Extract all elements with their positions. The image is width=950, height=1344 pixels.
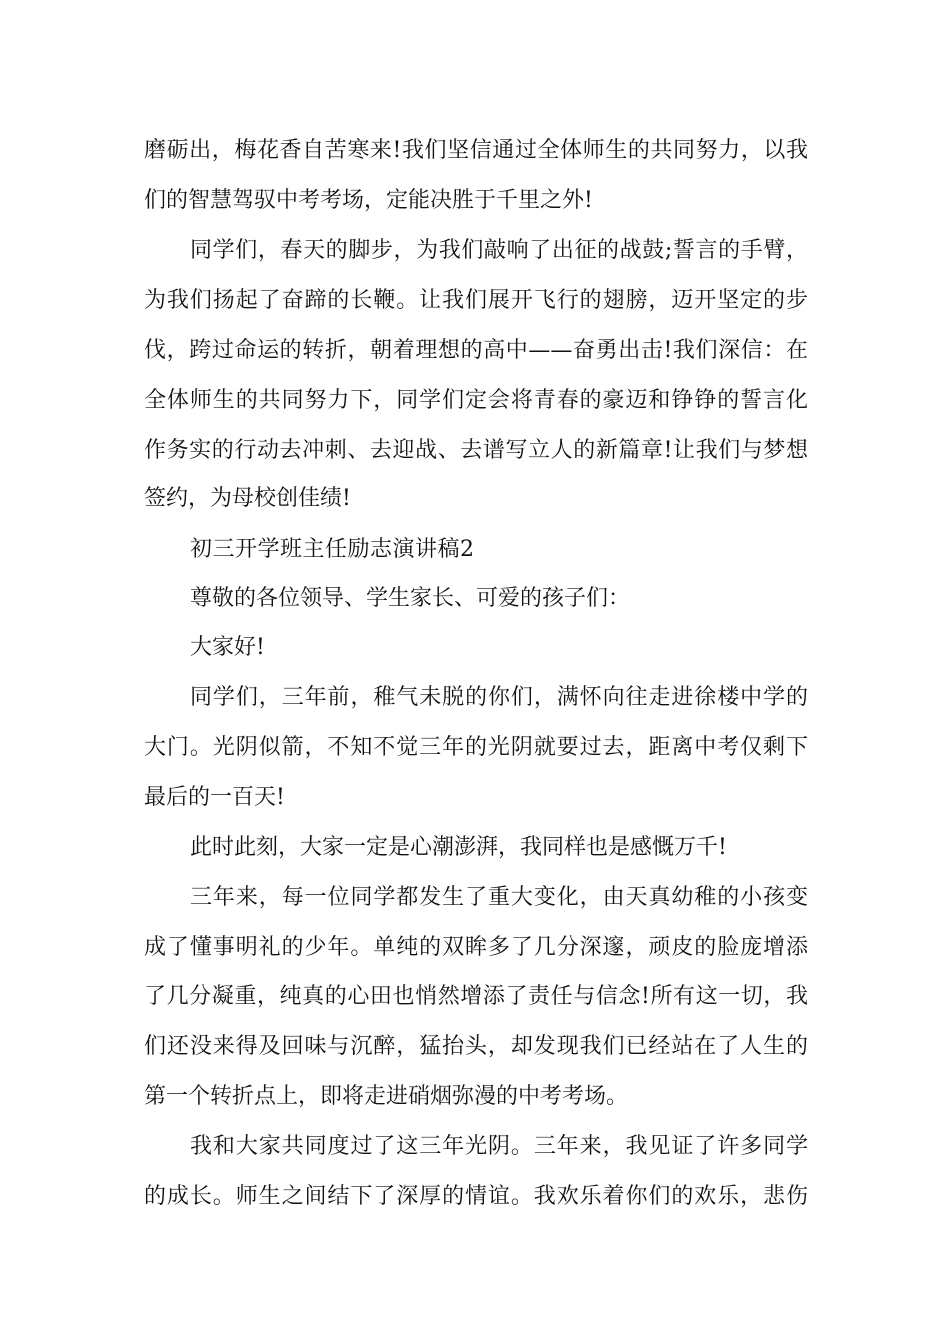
text-line: 大门。光阴似箭，不知不觉三年的光阴就要过去，距离中考仅剩下	[144, 735, 808, 760]
section-heading: 初三开学班主任励志演讲稿2	[190, 537, 475, 562]
text-line: 成了懂事明礼的少年。单纯的双眸多了几分深邃，顽皮的脸庞增添	[144, 935, 808, 960]
text-line: 的成长。师生之间结下了深厚的情谊。我欢乐着你们的欢乐，悲伤	[144, 1184, 808, 1209]
paragraph-first-line: 三年来，每一位同学都发生了重大变化，由天真幼稚的小孩变	[190, 885, 808, 910]
text-line: 为我们扬起了奋蹄的长鞭。让我们展开飞行的翅膀，迈开坚定的步	[144, 288, 808, 313]
text-line: 了几分凝重，纯真的心田也悄然增添了责任与信念!所有这一切，我	[144, 984, 808, 1009]
text-line: 签约，为母校创佳绩!	[144, 486, 351, 511]
paragraph-first-line: 同学们，春天的脚步，为我们敲响了出征的战鼓;誓言的手臂，	[190, 238, 808, 263]
paragraph-first-line: 我和大家共同度过了这三年光阴。三年来，我见证了许多同学	[190, 1134, 808, 1159]
text-line: 磨砺出，梅花香自苦寒来!我们坚信通过全体师生的共同努力，以我	[144, 138, 808, 163]
text-line: 第一个转折点上，即将走进硝烟弥漫的中考考场。	[144, 1084, 629, 1109]
paragraph-first-line: 同学们，三年前，稚气未脱的你们，满怀向往走进徐楼中学的	[190, 685, 808, 710]
greeting: 大家好!	[190, 635, 265, 660]
text-line: 们的智慧驾驭中考考场，定能决胜于千里之外!	[144, 188, 593, 213]
salutation: 尊敬的各位领导、学生家长、可爱的孩子们：	[190, 586, 631, 611]
text-line: 最后的一百天!	[144, 785, 285, 810]
paragraph-first-line: 此时此刻，大家一定是心潮澎湃，我同样也是感慨万千!	[190, 835, 727, 860]
text-line: 伐，跨过命运的转折，朝着理想的高中——奋勇出击!我们深信：在	[144, 338, 808, 363]
text-line: 全体师生的共同努力下，同学们定会将青春的豪迈和铮铮的誓言化	[144, 388, 808, 413]
text-line: 作务实的行动去冲刺、去迎战、去谱写立人的新篇章!让我们与梦想	[144, 438, 808, 463]
text-line: 们还没来得及回味与沉醉，猛抬头，却发现我们已经站在了人生的	[144, 1034, 808, 1059]
